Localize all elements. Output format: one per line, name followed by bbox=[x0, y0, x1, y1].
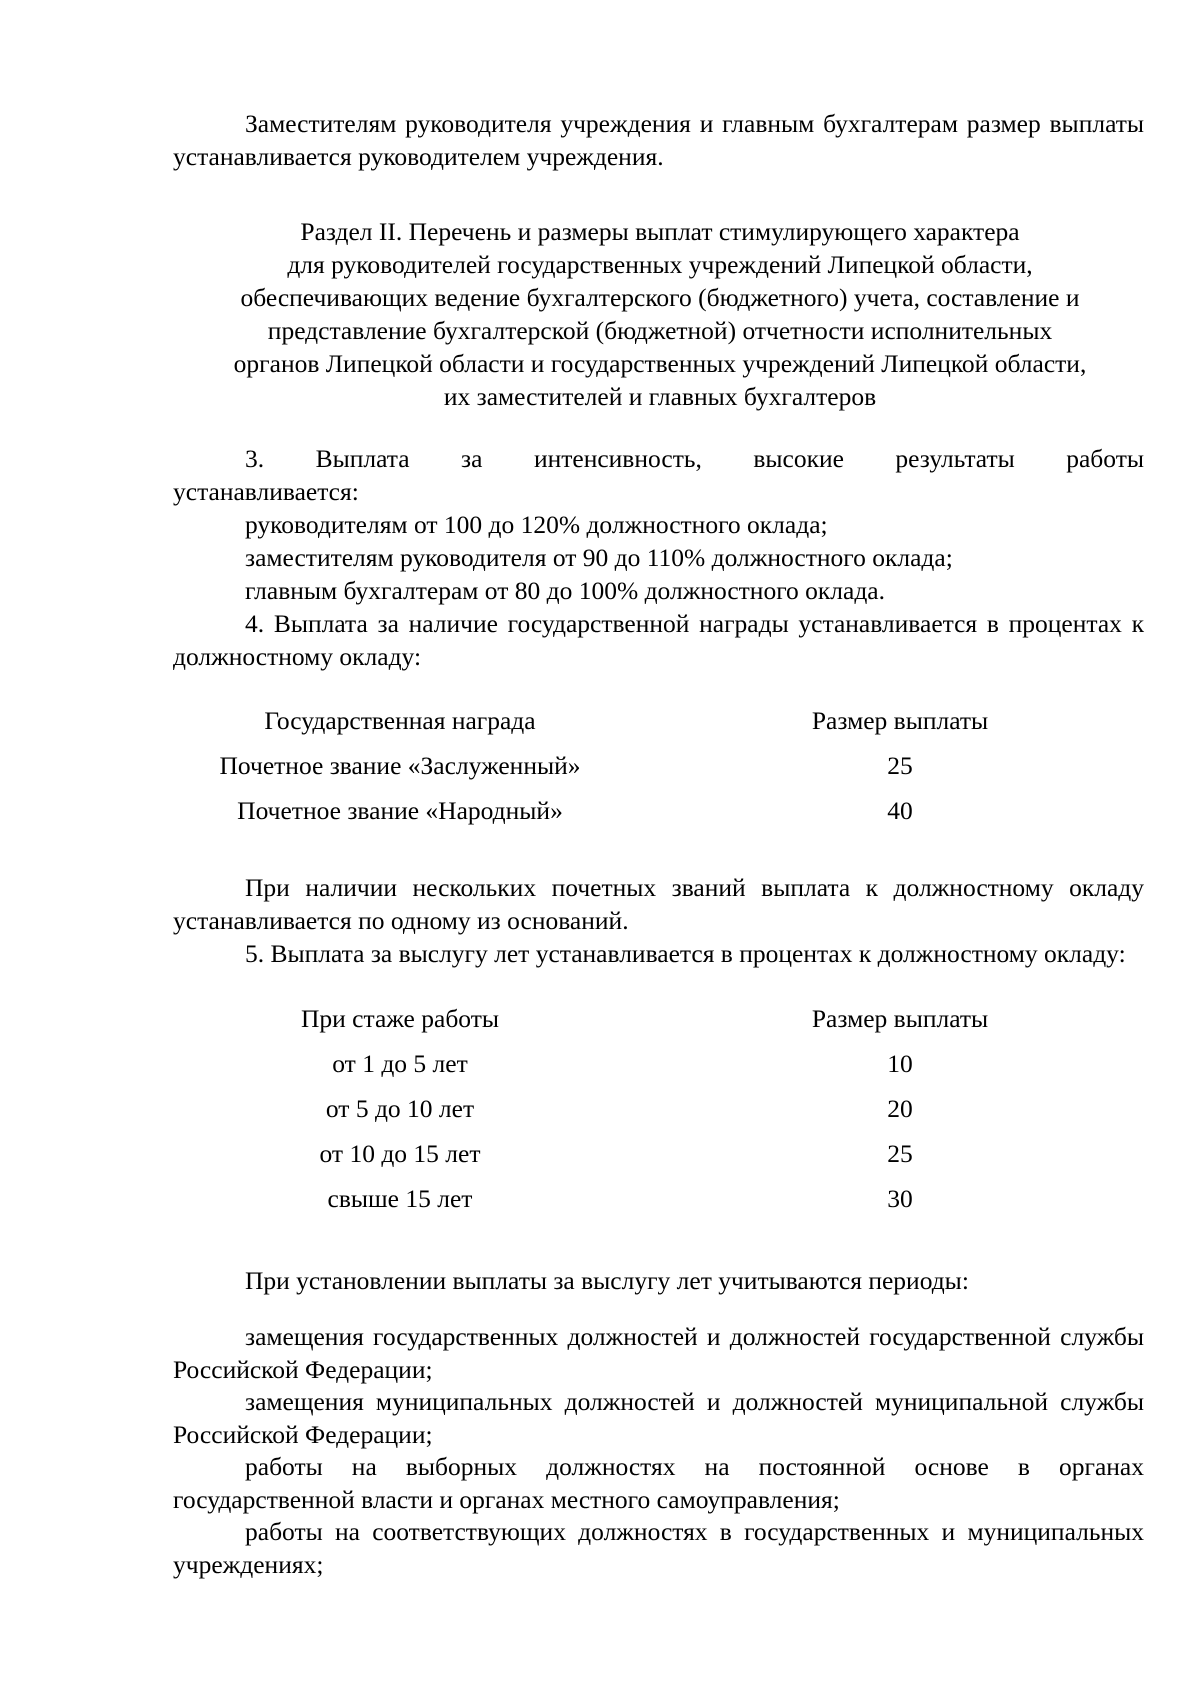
column-header: Государственная награда bbox=[264, 706, 536, 735]
item-3-first-line bbox=[245, 442, 1144, 475]
section-heading-line: Раздел II. Перечень и размеры выплат стимулирующего характера bbox=[300, 217, 1020, 246]
column-header: Размер выплаты bbox=[811, 1004, 989, 1033]
item-3-line: главным бухгалтерам от 80 до 100% должностного оклада. bbox=[245, 576, 886, 605]
item-3-line: руководителям от 100 до 120% должностного оклада; bbox=[245, 510, 828, 539]
table-cell: от 5 до 10 лет bbox=[325, 1094, 475, 1123]
table-cell: Почетное звание «Народный» bbox=[237, 796, 563, 825]
table-cell: 20 bbox=[887, 1094, 913, 1123]
table-cell: 30 bbox=[887, 1184, 913, 1213]
table-row bbox=[0, 1137, 1200, 1171]
table-cell: 40 bbox=[887, 796, 913, 825]
multiple-titles-paragraph: При наличии нескольких почетных званий выплата к должностному окладу устанавливается по одному из оснований. bbox=[173, 873, 1144, 935]
table-row bbox=[0, 794, 1200, 828]
item-4-paragraph: 4. Выплата за наличие государственной награды устанавливается в процентах к должностному окладу: bbox=[173, 609, 1144, 671]
item-3-word: интенсивность, bbox=[533, 444, 702, 473]
table-row bbox=[0, 1092, 1200, 1126]
table-header-row bbox=[0, 704, 1200, 738]
period-item: замещения муниципальных должностей и должностей муниципальной службы Российской Федерации; bbox=[173, 1387, 1144, 1449]
column-header: Размер выплаты bbox=[811, 706, 989, 735]
table-cell: 10 bbox=[887, 1049, 913, 1078]
table-row bbox=[0, 1182, 1200, 1216]
intro-paragraph: Заместителям руководителя учреждения и главным бухгалтерам размер выплаты устанавливается руководителем учреждения. bbox=[173, 109, 1144, 171]
column-header: При стаже работы bbox=[301, 1004, 499, 1033]
item-3-word: работы bbox=[1066, 444, 1144, 473]
section-heading-line: обеспечивающих ведение бухгалтерского (бюджетного) учета, составление и bbox=[240, 283, 1080, 312]
table-header-row bbox=[0, 1002, 1200, 1036]
table-cell: 25 bbox=[887, 751, 913, 780]
item-3-continuation: устанавливается: bbox=[173, 477, 359, 506]
section-heading-line: представление бухгалтерской (бюджетной) отчетности исполнительных bbox=[267, 316, 1053, 345]
period-item: работы на соответствующих должностях в государственных и муниципальных учреждениях; bbox=[173, 1517, 1144, 1579]
table-cell: 25 bbox=[887, 1139, 913, 1168]
table-cell: Почетное звание «Заслуженный» bbox=[219, 751, 581, 780]
table-row bbox=[0, 749, 1200, 783]
table-cell: от 1 до 5 лет bbox=[332, 1049, 468, 1078]
item-3-line: заместителям руководителя от 90 до 110% должностного оклада; bbox=[245, 543, 953, 572]
table-row bbox=[0, 1047, 1200, 1081]
table-cell: свыше 15 лет bbox=[327, 1184, 473, 1213]
section-heading-line: органов Липецкой области и государственных учреждений Липецкой области, bbox=[233, 349, 1087, 378]
section-heading-line: для руководителей государственных учреждений Липецкой области, bbox=[287, 250, 1033, 279]
periods-paragraph: При установлении выплаты за выслугу лет учитываются периоды: bbox=[245, 1266, 969, 1295]
item-3-word: 3. bbox=[245, 444, 265, 473]
table-cell: от 10 до 15 лет bbox=[319, 1139, 481, 1168]
item-3-word: высокие bbox=[753, 444, 844, 473]
item-3-word: за bbox=[461, 444, 483, 473]
period-item: работы на выборных должностях на постоянной основе в органах государственной власти и органах местного самоуправления; bbox=[173, 1452, 1144, 1514]
item-3-word: Выплата bbox=[315, 444, 410, 473]
item-3-word: результаты bbox=[895, 444, 1015, 473]
item-5-paragraph: 5. Выплата за выслугу лет устанавливается в процентах к должностному окладу: bbox=[245, 939, 1126, 968]
period-item: замещения государственных должностей и должностей государственной службы Российской Федерации; bbox=[173, 1322, 1144, 1384]
section-heading-line: их заместителей и главных бухгалтеров bbox=[443, 382, 877, 411]
